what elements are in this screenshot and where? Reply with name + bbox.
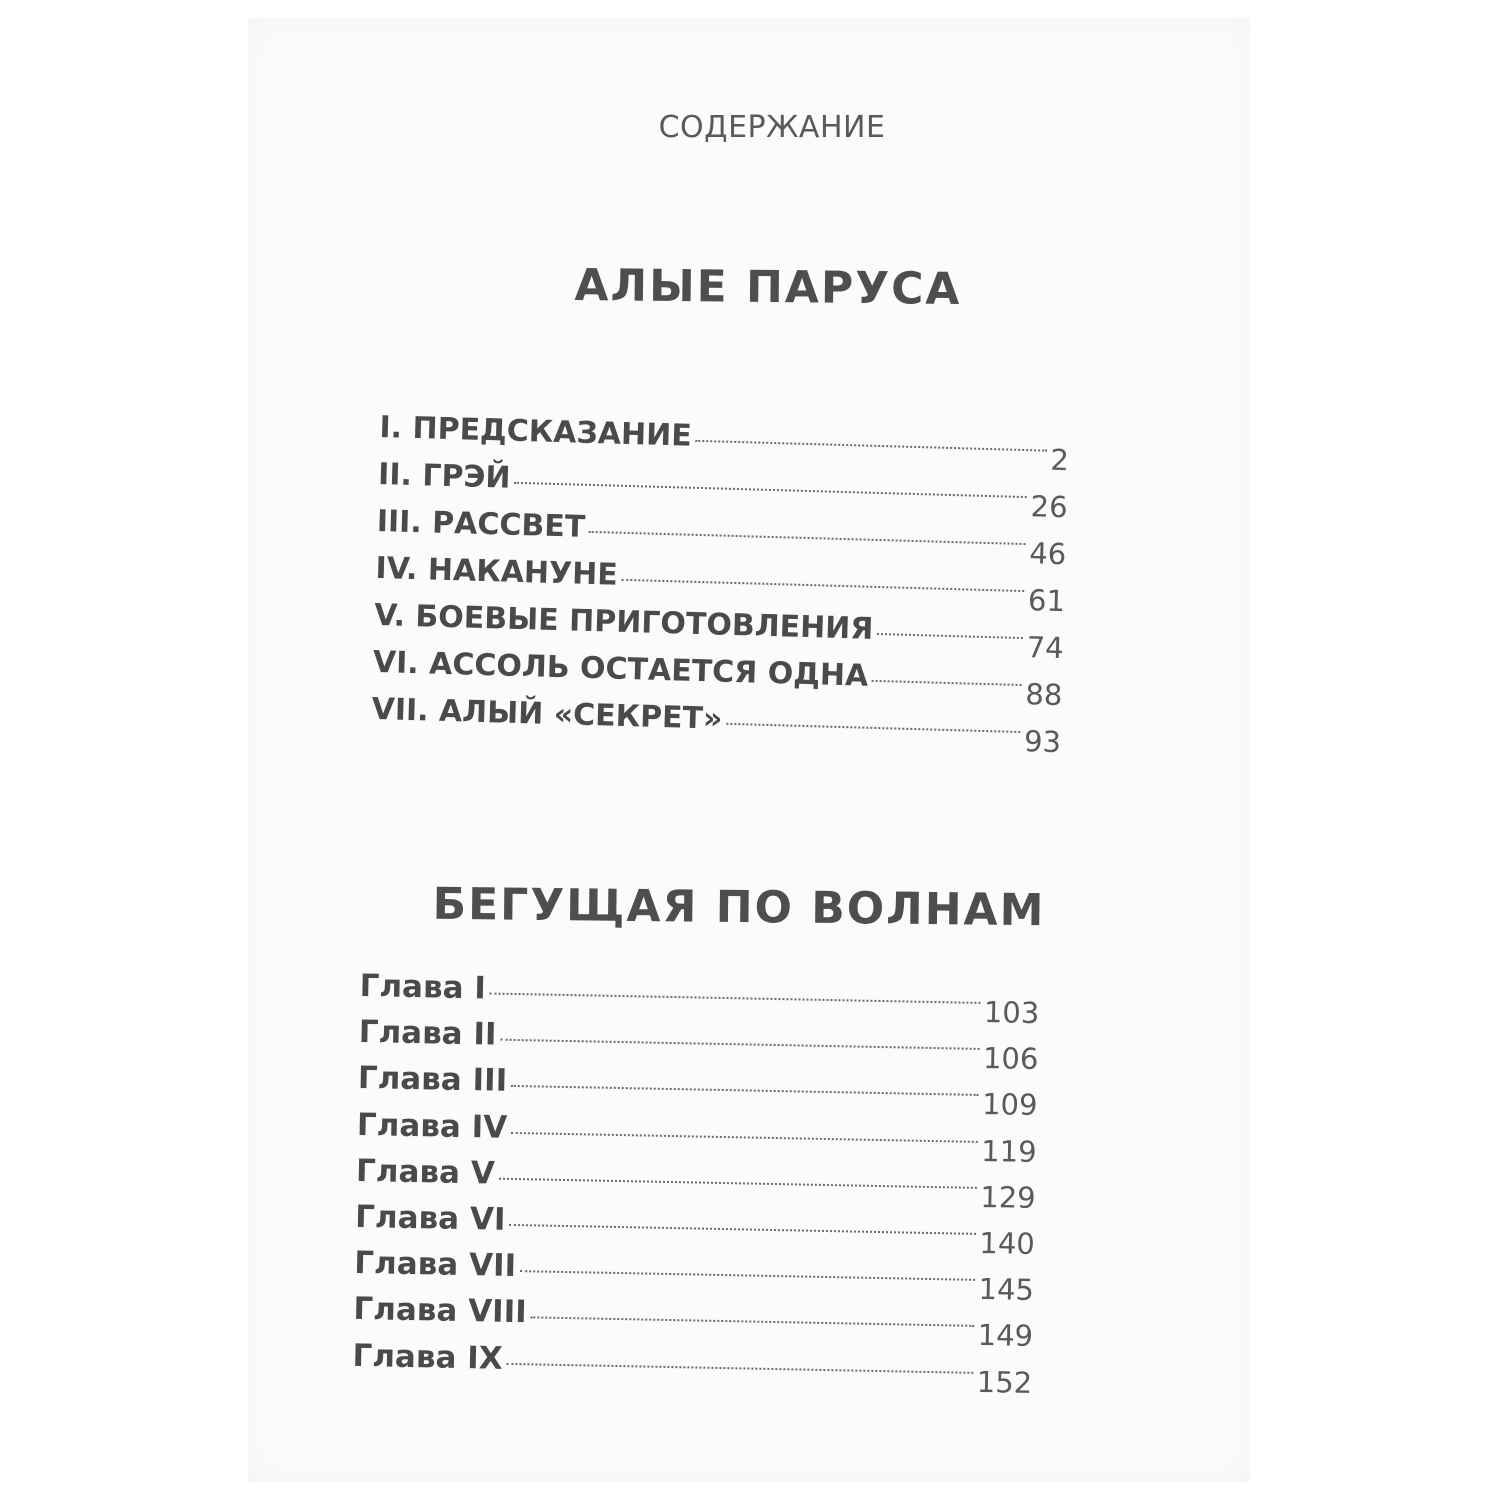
dot-leader <box>520 1270 975 1281</box>
toc-entry-page-number: 2 <box>1049 442 1070 478</box>
dot-leader <box>500 1039 979 1050</box>
toc-entry-page-number: 61 <box>1027 583 1066 619</box>
toc-entry-page-number: 119 <box>980 1133 1037 1169</box>
book-title-1: АЛЫЕ ПАРУСА <box>574 259 962 316</box>
dot-leader <box>872 680 1022 686</box>
toc-entry-page-number: 103 <box>983 994 1040 1031</box>
toc-entry-title: Глава III <box>357 1060 508 1100</box>
toc-entry-title: III. РАССВЕТ <box>376 503 586 545</box>
toc-list-book-1 <box>371 410 1070 758</box>
toc-entry-page-number: 109 <box>981 1087 1038 1123</box>
toc-entry-title: VII. АЛЫЙ «СЕКРЕТ» <box>371 691 723 737</box>
toc-entry-title: Глава VI <box>354 1198 506 1238</box>
toc-entry-page-number: 26 <box>1030 489 1069 525</box>
toc-entry-title: Глава V <box>355 1152 496 1192</box>
book-page <box>248 18 1250 1482</box>
dot-leader <box>490 992 980 1003</box>
toc-heading: СОДЕРЖАНИЕ <box>658 110 886 145</box>
dot-leader <box>696 440 1047 452</box>
toc-entry-page-number: 152 <box>976 1364 1033 1400</box>
dot-leader <box>514 482 1027 498</box>
toc-entry-title: Глава I <box>359 968 487 1007</box>
dot-leader <box>589 531 1026 545</box>
toc-entry-title: Глава VIII <box>353 1291 528 1331</box>
toc-entry-title: I. ПРЕДСКАЗАНИЕ <box>379 410 693 454</box>
toc-entry-title: VI. АССОЛЬ ОСТАЕТСЯ ОДНА <box>372 644 869 694</box>
dot-leader <box>507 1362 973 1373</box>
book-title-2: БЕГУЩАЯ ПО ВОЛНАМ <box>432 878 1046 937</box>
toc-entry-page-number: 129 <box>980 1179 1037 1215</box>
dot-leader <box>509 1224 975 1235</box>
toc-entry-page-number: 88 <box>1024 677 1063 713</box>
toc-entry-title: V. БОЕВЫЕ ПРИГОТОВЛЕНИЯ <box>373 597 874 647</box>
toc-entry-title: IV. НАКАНУНЕ <box>375 550 619 593</box>
dot-leader <box>511 1085 978 1096</box>
toc-entry-title: Глава IX <box>352 1337 504 1377</box>
toc-entry-page-number: 46 <box>1028 536 1067 572</box>
dot-leader <box>877 633 1023 639</box>
toc-list-book-2 <box>352 968 1040 1400</box>
toc-entry-page-number: 74 <box>1026 630 1065 666</box>
toc-entry-page-number: 145 <box>978 1272 1035 1308</box>
toc-entry-page-number: 93 <box>1023 724 1062 760</box>
toc-entry-page-number: 149 <box>977 1318 1034 1354</box>
dot-leader <box>726 723 1020 733</box>
dot-leader <box>531 1317 974 1328</box>
toc-entry-title: Глава IV <box>356 1106 508 1146</box>
toc-entry-title: Глава VII <box>353 1245 517 1285</box>
dot-leader <box>511 1131 977 1142</box>
toc-entry-page-number: 140 <box>979 1225 1036 1261</box>
toc-entry-title: Глава II <box>358 1014 497 1053</box>
dot-leader <box>499 1177 977 1188</box>
dot-leader <box>622 579 1025 592</box>
toc-entry-page-number: 106 <box>982 1041 1039 1077</box>
toc-entry-title: II. ГРЭЙ <box>377 456 512 496</box>
